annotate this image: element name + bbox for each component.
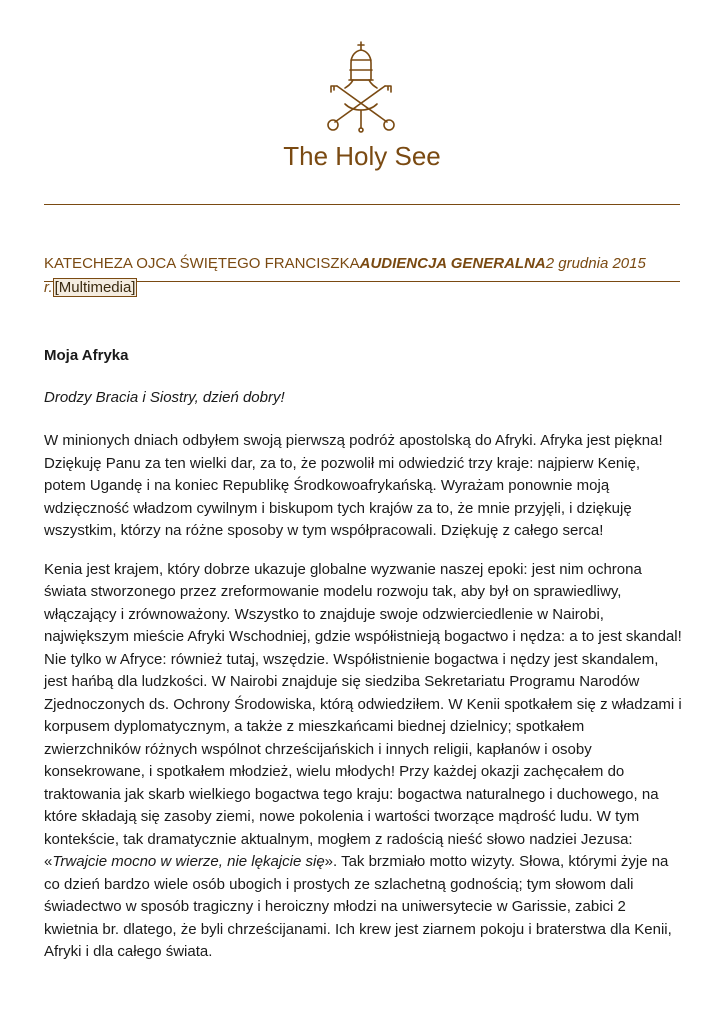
header-date-suffix: r. — [44, 279, 53, 296]
paragraph-2-part-b: ». Tak brzmiało motto wizyty. Słowa, którymi żyje na co dzień bardzo wiele osób ubogich i prostych ze szlachetną godnością; tym słowom dali świadectwo w sposób tragiczny i heroiczny młodzi na uniwersytecie w Garissie, zabici 2 kwietnia br. dlatego, że byli chrześcijanami. Ich krew jest ziarnem pokoju i braterstwa dla Kenii, Afryki i dla całego świata. — [44, 853, 672, 960]
top-divider — [44, 204, 680, 205]
holy-see-emblem-icon — [315, 40, 407, 134]
header-category: KATECHEZA OJCA ŚWIĘTEGO FRANCISZKA — [44, 255, 360, 272]
header-event: AUDIENCJA GENERALNA — [359, 255, 546, 272]
paragraph-2-part-a: Kenia jest krajem, który dobrze ukazuje globalne wyzwanie naszej epoki: jest nim ochrona świata stworzonego przez zreformowanie modelu rozwoju tak, aby był on sprawiedliwy, włączający i zrównoważony. Wszystko to znajduje swoje odzwierciedlenie w Nairobi, największym mieście Afryki Wschodniej, gdzie współistnieją bogactwo i nędza: a to jest skandal! Nie tylko w Afryce: również tutaj, wszędzie. Współistnienie bogactwa i nędzy jest skandalem, jest hańbą dla ludzkości. W Nairobi znajduje się siedziba Sekretariatu Programu Narodów Zjednoczonych ds. Ochrony Środowiska, którą odwiedziłem. W Kenii spotkałem się z władzami i korpusem dyplomatycznym, a także z mieszkańcami biednej dzielnicy; spotkałem zwierzchników różnych wspólnot chrześcijańskich i innych religii, kapłanów i osoby konsekrowane, i spotkałem młodzież, wielu młodych! Przy każdej okazji zachęcałem do traktowania jak skarb wielkiego bogactwa tego kraju: bogactwa naturalnego i duchowego, na które składają się zasoby ziemi, nowe pokolenia i wartości tworzące mądrość ludu. W tym kontekście, tak dramatycznie aktualnym, mogłem z radością nieść słowo nadziei Jezusa: « — [44, 560, 682, 870]
article-body — [44, 346, 684, 980]
document-header — [44, 255, 684, 273]
header-date: 2 grudnia 2015 — [545, 255, 646, 272]
paragraph-2-quote: Trwajcie mocno w wierze, nie lękajcie się — [52, 853, 325, 870]
multimedia-link[interactable]: [Multimedia] — [54, 279, 136, 296]
article-greeting: Drodzy Bracia i Siostry, dzień dobry! — [44, 389, 285, 406]
header-subline — [44, 279, 137, 297]
header-divider — [44, 281, 680, 282]
article-paragraph-2 — [44, 559, 684, 964]
article-paragraph-1: W minionych dniach odbyłem swoją pierwszą podróż apostolską do Afryki. Afryka jest piękna! Dziękuję Panu za ten wielki dar, za to, że pozwolił mi odwiedzić trzy kraje: najpierw Kenię, potem Ugandę i na koniec Republikę Środkowoafrykańską. Wyrażam ponownie moją wdzięczność władzom cywilnym i biskupom tych krajów za to, że mnie przyjęli, i dziękuję wszystkim, którzy na różne sposoby w tym współpracowali. Dziękuję z całego serca! — [44, 432, 663, 539]
site-title: The Holy See — [283, 141, 441, 171]
article-title: Moja Afryka — [44, 347, 129, 364]
